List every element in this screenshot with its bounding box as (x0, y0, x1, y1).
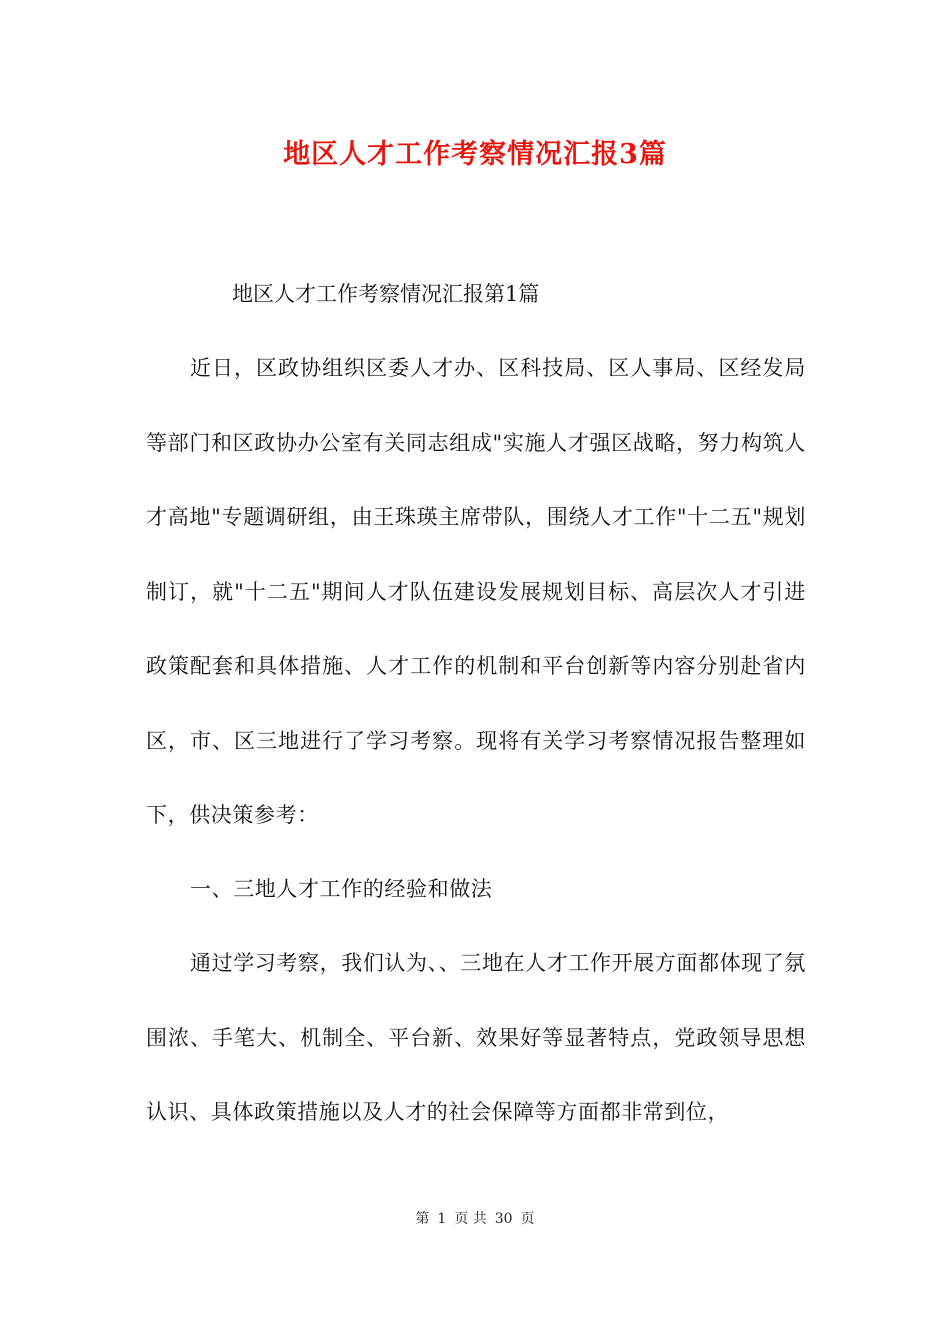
paragraph-body: 通过学习考察，我们认为、、三地在人才工作开展方面都体现了氛围浓、手笔大、机制全、平台新、效果好等显著特点，党政领导思想认识、具体政策措施以及人才的社会保障等方面都非常到位， (146, 951, 806, 1124)
section-subtitle: 地区人才工作考察情况汇报第1篇 (232, 282, 540, 306)
paragraph-intro: 近日，区政协组织区委人才办、区科技局、区人事局、区经发局等部门和区政协办公室有关同志组成"实施人才强区战略，努力构筑人才高地"专题调研组，由王珠瑛主席带队，围绕人才工作"十二五"规划制订，就"十二五"期间人才队伍建设发展规划目标、高层次人才引进政策配套和具体措施、人才工作的机制和平台创新等内容分别赴省内区，市、区三地进行了学习考察。现将有关学习考察情况报告整理如下，供决策参考： (146, 356, 806, 827)
footer-suffix: 页 (520, 1211, 535, 1227)
footer-prefix: 第 (415, 1211, 430, 1227)
footer-middle: 页 共 (454, 1211, 487, 1227)
footer-total-pages: 30 (494, 1211, 513, 1227)
document-title: 地区人才工作考察情况汇报3篇 (283, 139, 667, 170)
paragraph-heading: 一、三地人才工作的经验和做法 (190, 877, 493, 901)
footer-page-number: 1 (437, 1211, 447, 1227)
page-footer (0, 1208, 950, 1228)
